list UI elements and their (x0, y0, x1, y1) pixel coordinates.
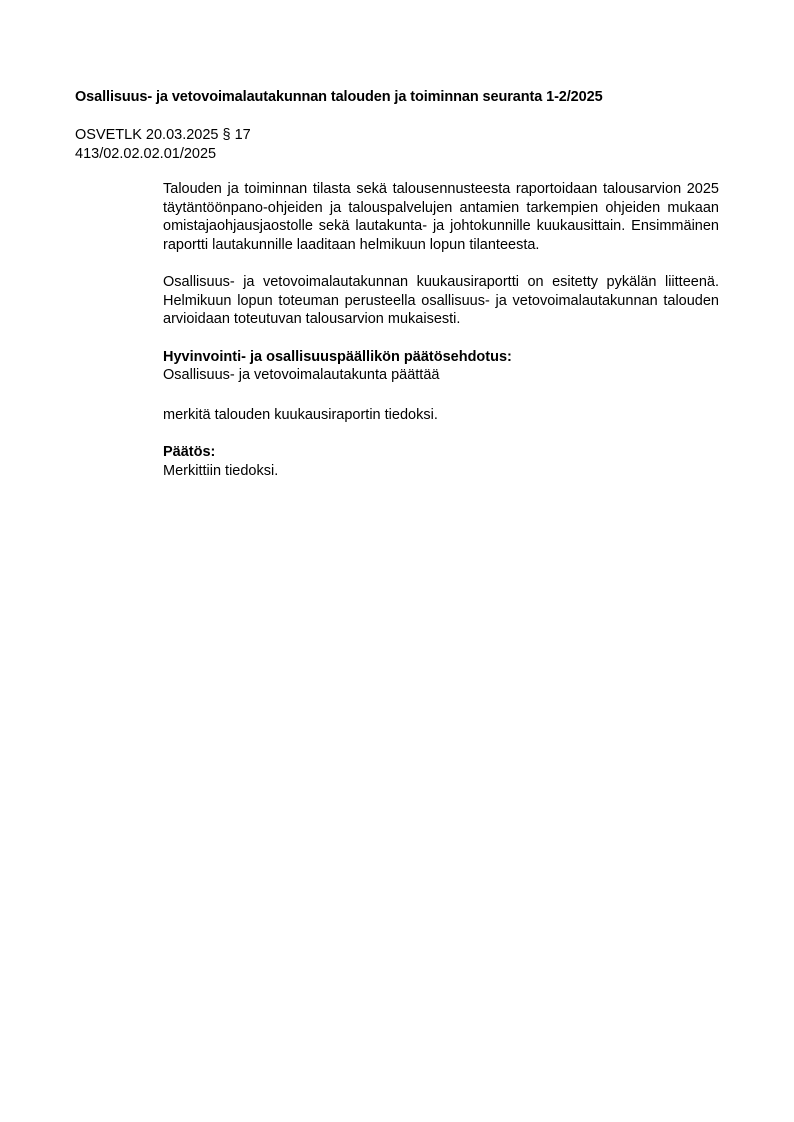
body-paragraph-1: Talouden ja toiminnan tilasta sekä talousennusteesta raportoidaan talousarvion 2025 täytäntöönpano-ohjeiden ja talouspalvelujen antamien tarkempien ohjeiden mukaan omistajaohjausjaostolle sekä lautakunta- ja johtokunnille kuukausittain. Ensimmäinen raportti lautakunnille laaditaan helmikuun lopun tilanteesta. (163, 181, 719, 253)
decision-heading: Päätös: (163, 444, 216, 460)
decision-text: Merkittiin tiedoksi. (163, 462, 279, 479)
document-meta (75, 126, 251, 163)
body-paragraph-2: Osallisuus- ja vetovoimalautakunnan kuukausiraportti on esitetty pykälän liitteenä. Helmikuun lopun toteuman perusteella osallisuus- ja vetovoimalautakunnan talouden arvioidaan toteutuvan talousarvion mukaisesti. (163, 274, 719, 327)
proposal-line-2: merkitä talouden kuukausiraportin tiedoksi. (163, 406, 438, 423)
meeting-reference: OSVETLK 20.03.2025 § 17 (75, 127, 251, 143)
document-body (163, 180, 719, 480)
document-title: Osallisuus- ja vetovoimalautakunnan talouden ja toiminnan seuranta 1-2/2025 (75, 89, 603, 105)
proposal-line-1: Osallisuus- ja vetovoimalautakunta päättää (163, 367, 440, 383)
record-number: 413/02.02.02.01/2025 (75, 145, 217, 162)
proposal-heading: Hyvinvointi- ja osallisuuspäällikön päätösehdotus: (163, 348, 512, 365)
